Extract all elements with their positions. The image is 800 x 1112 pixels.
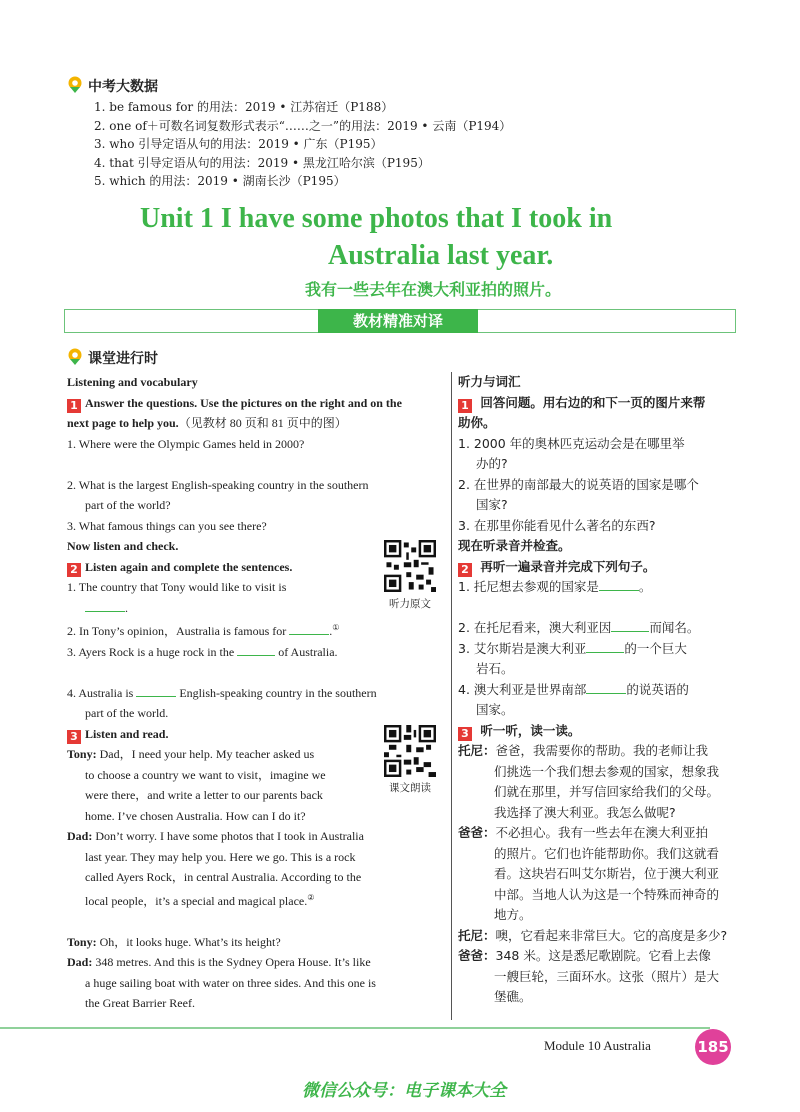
dialogue-line: 看。这块岩石叫艾尔斯岩，位于澳大利亚 — [494, 866, 720, 881]
page-number: 185 — [695, 1029, 731, 1065]
banner-label: 教材精准对译 — [318, 309, 478, 333]
sentence-2-cn-b: 而闻名。 — [649, 620, 700, 635]
dialogue-line: called Ayers Rock，in central Australia. According to the — [85, 870, 362, 884]
speaker-tony: Tony: — [67, 747, 97, 761]
task1-title-b: next page to help you. — [67, 416, 179, 430]
dialogue-line: 们就在那里，并写信回家给我们的父母。 — [494, 784, 720, 799]
right-column — [458, 372, 738, 1008]
sentence-1a: 1. The country that Tony would like to visit is — [67, 580, 287, 594]
question-1: 1. Where were the Olympic Games held in 2000? — [67, 436, 305, 451]
answer-blank[interactable] — [586, 681, 626, 694]
section-title-exam-data: 中考大数据 — [88, 79, 158, 95]
speaker-tony-cn: 托尼： — [458, 927, 496, 943]
section-number-badge: 2 — [458, 563, 472, 577]
sentence-4-cn-b: 的说英语的 — [626, 681, 689, 697]
answer-blank[interactable] — [289, 622, 329, 635]
dialogue-line: last year. They may help you. Here we go. This is a rock — [85, 849, 356, 864]
dialogue-line: 348 米。这是悉尼歌剧院。它看上去像 — [495, 948, 711, 963]
section-number-badge: 2 — [67, 563, 81, 577]
footnote-marker: ① — [332, 623, 340, 632]
question-3: 3. What famous things can you see there? — [67, 518, 267, 533]
footer-module: Module 10 Australia — [544, 1038, 651, 1053]
list-item: 2. one of＋可数名词复数形式表示“……之一”的用法：2019 • 云南（P194） — [94, 118, 512, 133]
sentence-3-cn-a: 3. 艾尔斯岩是澳大利亚 — [458, 640, 587, 656]
footnote-marker: ② — [307, 892, 315, 902]
question-2b: part of the world? — [85, 498, 171, 512]
question-2a: 2. What is the largest English-speaking country in the southern — [67, 477, 369, 492]
speaker-tony: Tony: — [67, 934, 97, 949]
qr-label-reading: 课文朗读 — [389, 782, 431, 794]
sentence-1-cn-a: 1. 托尼想去参观的国家是 — [458, 579, 599, 594]
sentence-2-cn-a: 2. 在托尼看来，澳大利亚因 — [458, 620, 612, 635]
sentence-3-cn-c: 岩石。 — [476, 661, 514, 676]
sentence-3-cn-b: 的一个巨大 — [624, 640, 687, 656]
answer-blank[interactable] — [136, 684, 176, 697]
task3-title: Listen and read. — [85, 726, 169, 741]
task1-title-cn-b: 助你。 — [458, 415, 496, 430]
left-column — [67, 372, 447, 1014]
speaker-dad: Dad: — [67, 829, 93, 843]
dialogue-line: to choose a country we want to visit，imagine we — [85, 767, 326, 782]
exam-data-list — [94, 98, 511, 191]
unit-title-line2: Australia last year. — [328, 240, 554, 271]
dialogue-line: Dad，I need your help. My teacher asked us — [96, 747, 315, 761]
question-3-cn: 3. 在那里你能看见什么著名的东西? — [458, 517, 656, 533]
dialogue-line: were there，and write a letter to our parents back — [85, 788, 323, 802]
list-item: 3. who 引导定语从句的用法：2019 • 广东（P195） — [94, 137, 383, 151]
speaker-dad: Dad: — [67, 955, 93, 969]
task2-title-cn: 再听一遍录音并完成下列句子。 — [476, 558, 656, 574]
dialogue-line: 地方。 — [494, 907, 532, 922]
task1-title-a: Answer the questions. Use the pictures on the right and on the — [85, 395, 402, 410]
list-item: 1. be famous for 的用法：2019 • 江苏宿迁（P188） — [94, 100, 394, 114]
dialogue-line: Oh，it looks huge. What’s its height? — [96, 934, 281, 949]
answer-blank[interactable] — [237, 643, 275, 656]
sentence-1b: . — [125, 600, 128, 615]
speaker-tony-cn: 托尼： — [458, 743, 496, 758]
section-number-badge: 1 — [458, 399, 472, 413]
section-title-classroom: 课堂进行时 — [88, 351, 158, 367]
question-2-cn-b: 国家? — [476, 497, 508, 512]
qr-label-listening: 听力原文 — [389, 598, 431, 610]
location-pin-icon — [66, 348, 84, 366]
dialogue-line: 中部。当地人认为这是一个特殊而神奇的 — [494, 886, 720, 902]
sentence-3a: 3. Ayers Rock is a huge rock in the — [67, 644, 235, 659]
sentence-4-cn-a: 4. 澳大利亚是世界南部 — [458, 681, 587, 697]
dialogue-line: Don’t worry. I have some photos that I took in Australia — [92, 829, 364, 843]
unit-title-line1: Unit 1 I have some photos that I took in — [140, 203, 613, 234]
unit-subtitle-cn: 我有一些去年在澳大利亚拍的照片。 — [305, 280, 562, 299]
sentence-4a: 4. Australia is — [67, 685, 134, 700]
sentence-4b: English-speaking country in the southern — [179, 685, 377, 700]
task2-title: Listen again and complete the sentences. — [85, 559, 293, 574]
dialogue-line: 348 metres. And this is the Sydney Opera House. It’s like — [92, 955, 371, 969]
dialogue-line: a huge sailing boat with water on three sides. And this one is — [85, 975, 376, 990]
sentence-3b: of Australia. — [278, 644, 338, 659]
qr-code-icon[interactable] — [384, 540, 436, 592]
section-number-badge: 1 — [67, 399, 81, 413]
answer-blank[interactable] — [599, 578, 639, 591]
dialogue-line: home. I’ve chosen Australia. How can I do it? — [85, 808, 306, 823]
dialogue-line: local people，it’s a special and magical place. — [85, 893, 308, 908]
dialogue-line: 我选择了澳大利亚。我怎么做呢? — [494, 804, 676, 820]
listen-check: Now listen and check. — [67, 539, 179, 553]
heading-listening: Listening and vocabulary — [67, 375, 198, 389]
sentence-4-cn-c: 国家。 — [476, 702, 514, 717]
speaker-dad-cn: 爸爸： — [458, 825, 496, 840]
sentence-2b: . — [329, 624, 333, 638]
section-number-badge: 3 — [67, 730, 81, 744]
dialogue-line: 一艘巨轮，三面环水。这张（照片）是大 — [494, 968, 720, 984]
location-pin-icon — [66, 76, 84, 94]
dialogue-line: 不必担心。我有一些去年在澳大利亚拍 — [495, 825, 709, 840]
dialogue-line: 堡礁。 — [494, 989, 532, 1004]
sentence-4c: part of the world. — [85, 706, 169, 720]
question-1-cn-b: 办的? — [476, 456, 508, 471]
heading-listening-cn: 听力与词汇 — [458, 374, 521, 389]
sentence-1-cn-b: 。 — [638, 579, 652, 594]
dialogue-line: 的照片。它们也许能帮助你。我们这就看 — [494, 845, 720, 861]
sentence-2a: 2. In Tony’s opinion，Australia is famous for — [67, 624, 287, 638]
dialogue-line: 噢，它看起来非常巨大。它的高度是多少? — [495, 927, 728, 943]
list-item: 5. which 的用法：2019 • 湖南长沙（P195） — [94, 174, 346, 188]
task1-note: （见教材 80 页和 81 页中的图） — [178, 416, 347, 430]
question-2-cn-a: 2. 在世界的南部最大的说英语的国家是哪个 — [458, 476, 699, 492]
column-divider — [451, 372, 452, 1020]
wechat-watermark: 微信公众号：电子课本大全 — [302, 1081, 506, 1101]
answer-blank[interactable] — [611, 619, 649, 632]
section-number-badge: 3 — [458, 727, 472, 741]
task3-title-cn: 听一听，读一读。 — [476, 722, 581, 738]
speaker-dad-cn: 爸爸： — [458, 948, 496, 963]
question-1-cn-a: 1. 2000 年的奥林匹克运动会是在哪里举 — [458, 435, 685, 451]
dialogue-line: the Great Barrier Reef. — [85, 996, 195, 1010]
footer-rule — [0, 1027, 710, 1029]
task1-title-cn-a: 回答问题。用右边的和下一页的图片来帮 — [476, 394, 706, 410]
list-item: 4. that 引导定语从句的用法：2019 • 黑龙江哈尔滨（P195） — [94, 155, 430, 170]
answer-blank[interactable] — [85, 599, 125, 612]
dialogue-line: 爸爸，我需要你的帮助。我的老师让我 — [495, 743, 709, 758]
qr-code-icon[interactable] — [384, 725, 436, 777]
listen-check-cn: 现在听录音并检查。 — [458, 538, 571, 553]
answer-blank[interactable] — [586, 640, 624, 653]
dialogue-line: 们挑选一个我们想去参观的国家，想象我 — [494, 763, 720, 779]
